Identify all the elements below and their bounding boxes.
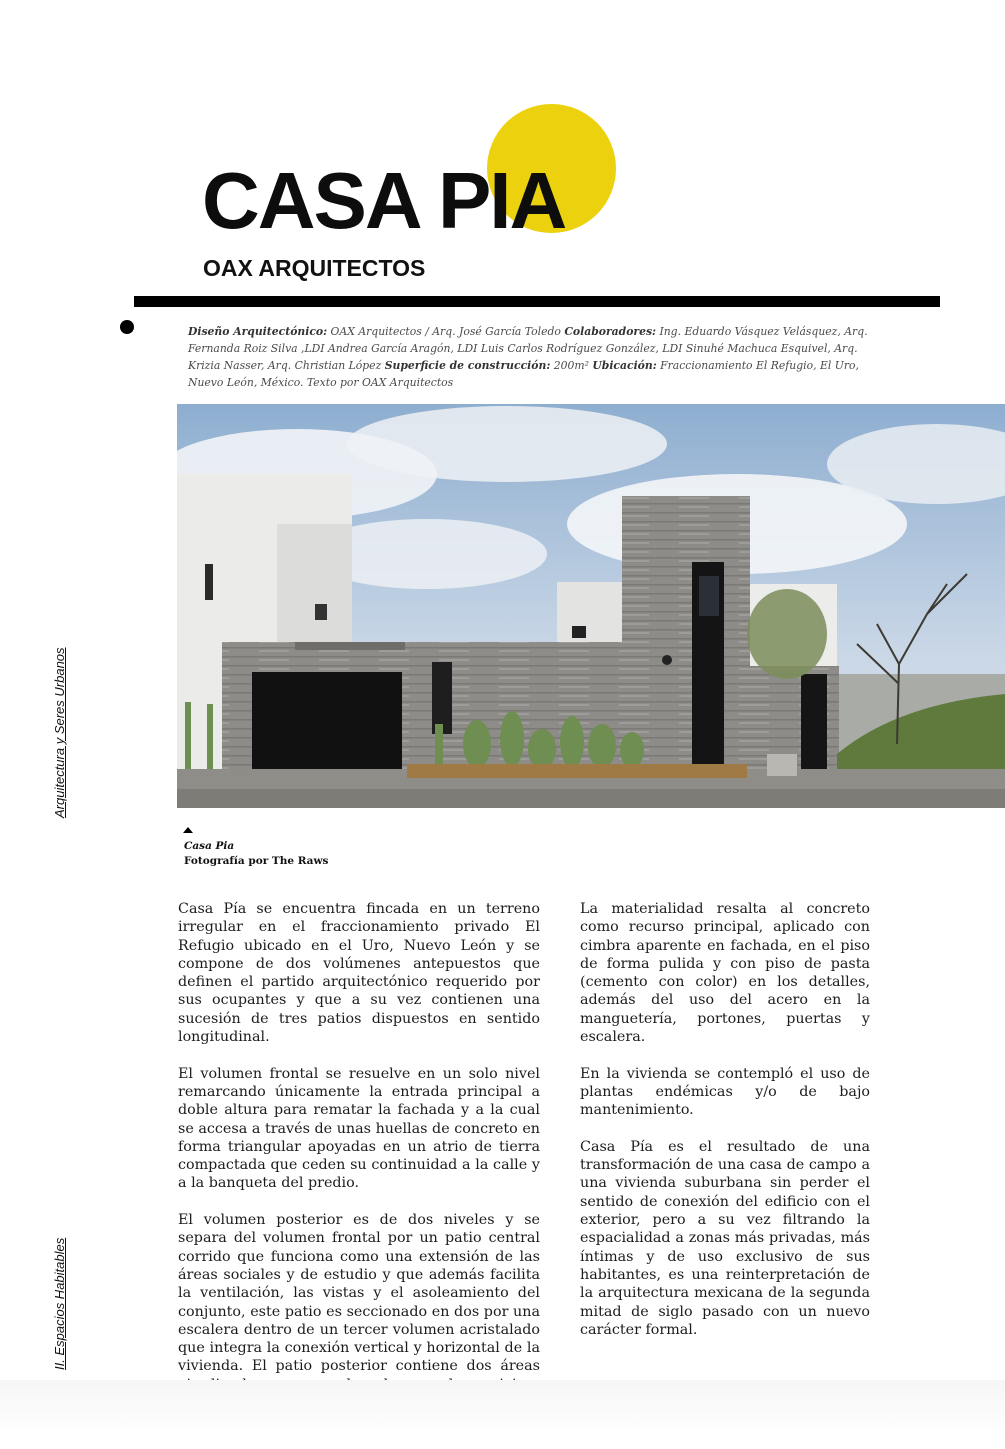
location-label: Ubicación: xyxy=(592,359,657,372)
caption-title: Casa Pia xyxy=(184,840,235,852)
title-rule xyxy=(134,296,940,307)
surface-label: Superficie de construcción: xyxy=(384,359,551,372)
paragraph: La materialidad resalta al concreto como recurso principal, aplicado con cimbra aparente en fachada, en el piso de forma pulida y con piso de pasta (cemento con color) en los detalles, además del uso del acero en la manguetería, portones, puertas y escalera. xyxy=(580,901,870,1046)
collaborators-value: Ing. Eduardo Vásquez Velásquez, Arq. Fernanda Roiz Silva ,LDI Andrea García Aragón, LDI Luis Carlos Rodríguez González, LDI Sinuhé Machuca Esquivel, Arq. Krizia Nasser, Arq. Christian López xyxy=(188,325,868,372)
paragraph: El volumen posterior es de dos niveles y se separa del volumen frontal por un patio central corrido que funciona como una extensión de las áreas sociales y de estudio y que además facilita la ventilación, las vistas y el asoleamiento del conjunto, este patio es seccionado en dos por una escalera dentro de un tercer volumen acristalado que integra la conexión vertical y horizontal de la vivienda. El patio posterior contiene dos áreas xyxy=(178,1212,540,1375)
paragraph: El volumen frontal se resuelve en un solo nivel remarcando únicamente la entrada principal a doble altura para rematar la fachada y a la cual se accesa a través de unas huellas de concreto en forma triangular apoyadas en un atrio de tierra compactada que ceden su continuidad a la calle y a la banqueta del predio. xyxy=(178,1065,540,1192)
project-credits xyxy=(188,323,868,391)
paragraph: En la vivienda se contempló el uso de plantas endémicas y/o de bajo mantenimiento. xyxy=(580,1065,870,1119)
section-label-bottom: II. Espacios Habitables xyxy=(52,1237,67,1370)
photo-caption xyxy=(184,839,328,869)
body-column-right xyxy=(580,900,870,1357)
article-title: CASA PIA xyxy=(202,156,566,245)
surface-value: 200m² xyxy=(550,359,593,372)
design-value: OAX Arquitectos / Arq. José García Toledo xyxy=(327,325,565,338)
bullet-dot xyxy=(120,320,134,334)
location-value: Fraccionamiento El Refugio, El Uro, Nuevo León, México. Texto por OAX Arquitectos xyxy=(188,359,859,389)
collaborators-label: Colaboradores: xyxy=(564,325,657,338)
section-label-top: Arquitectura y Seres Urbanos xyxy=(52,647,67,818)
house-photo xyxy=(177,404,1005,808)
body-column-left xyxy=(178,900,540,1449)
caption-credit: Fotografía por The Raws xyxy=(184,855,329,867)
paragraph: Casa Pía se encuentra fincada en un terreno irregular en el fraccionamiento privado El Refugio ubicado en el Uro, Nuevo León y se compone de dos volúmenes antepuestos que definen el partido arquitectónico requerido por sus ocupantes y que a su vez contienen una sucesión de tres patios dispuestos en sentido longitudinal. xyxy=(178,901,540,1046)
paragraph: Casa Pía es el resultado de una transformación de una casa de campo a una vivienda suburbana sin perder el sentido de conexión del edificio con el exterior, pero a su vez filtrando la espacialidad a zonas más privadas, más íntimas y de uso exclusivo de sus habitantes, es una reinterpretación de la arquitectura mexicana de la segunda mitad de siglo pasado con un nuevo carácter formal. xyxy=(580,1138,870,1338)
article-subtitle: OAX ARQUITECTOS xyxy=(203,255,426,281)
page-bottom-edge xyxy=(0,1380,1005,1437)
caption-pointer-icon xyxy=(183,827,193,833)
design-label: Diseño Arquitectónico: xyxy=(188,325,328,338)
